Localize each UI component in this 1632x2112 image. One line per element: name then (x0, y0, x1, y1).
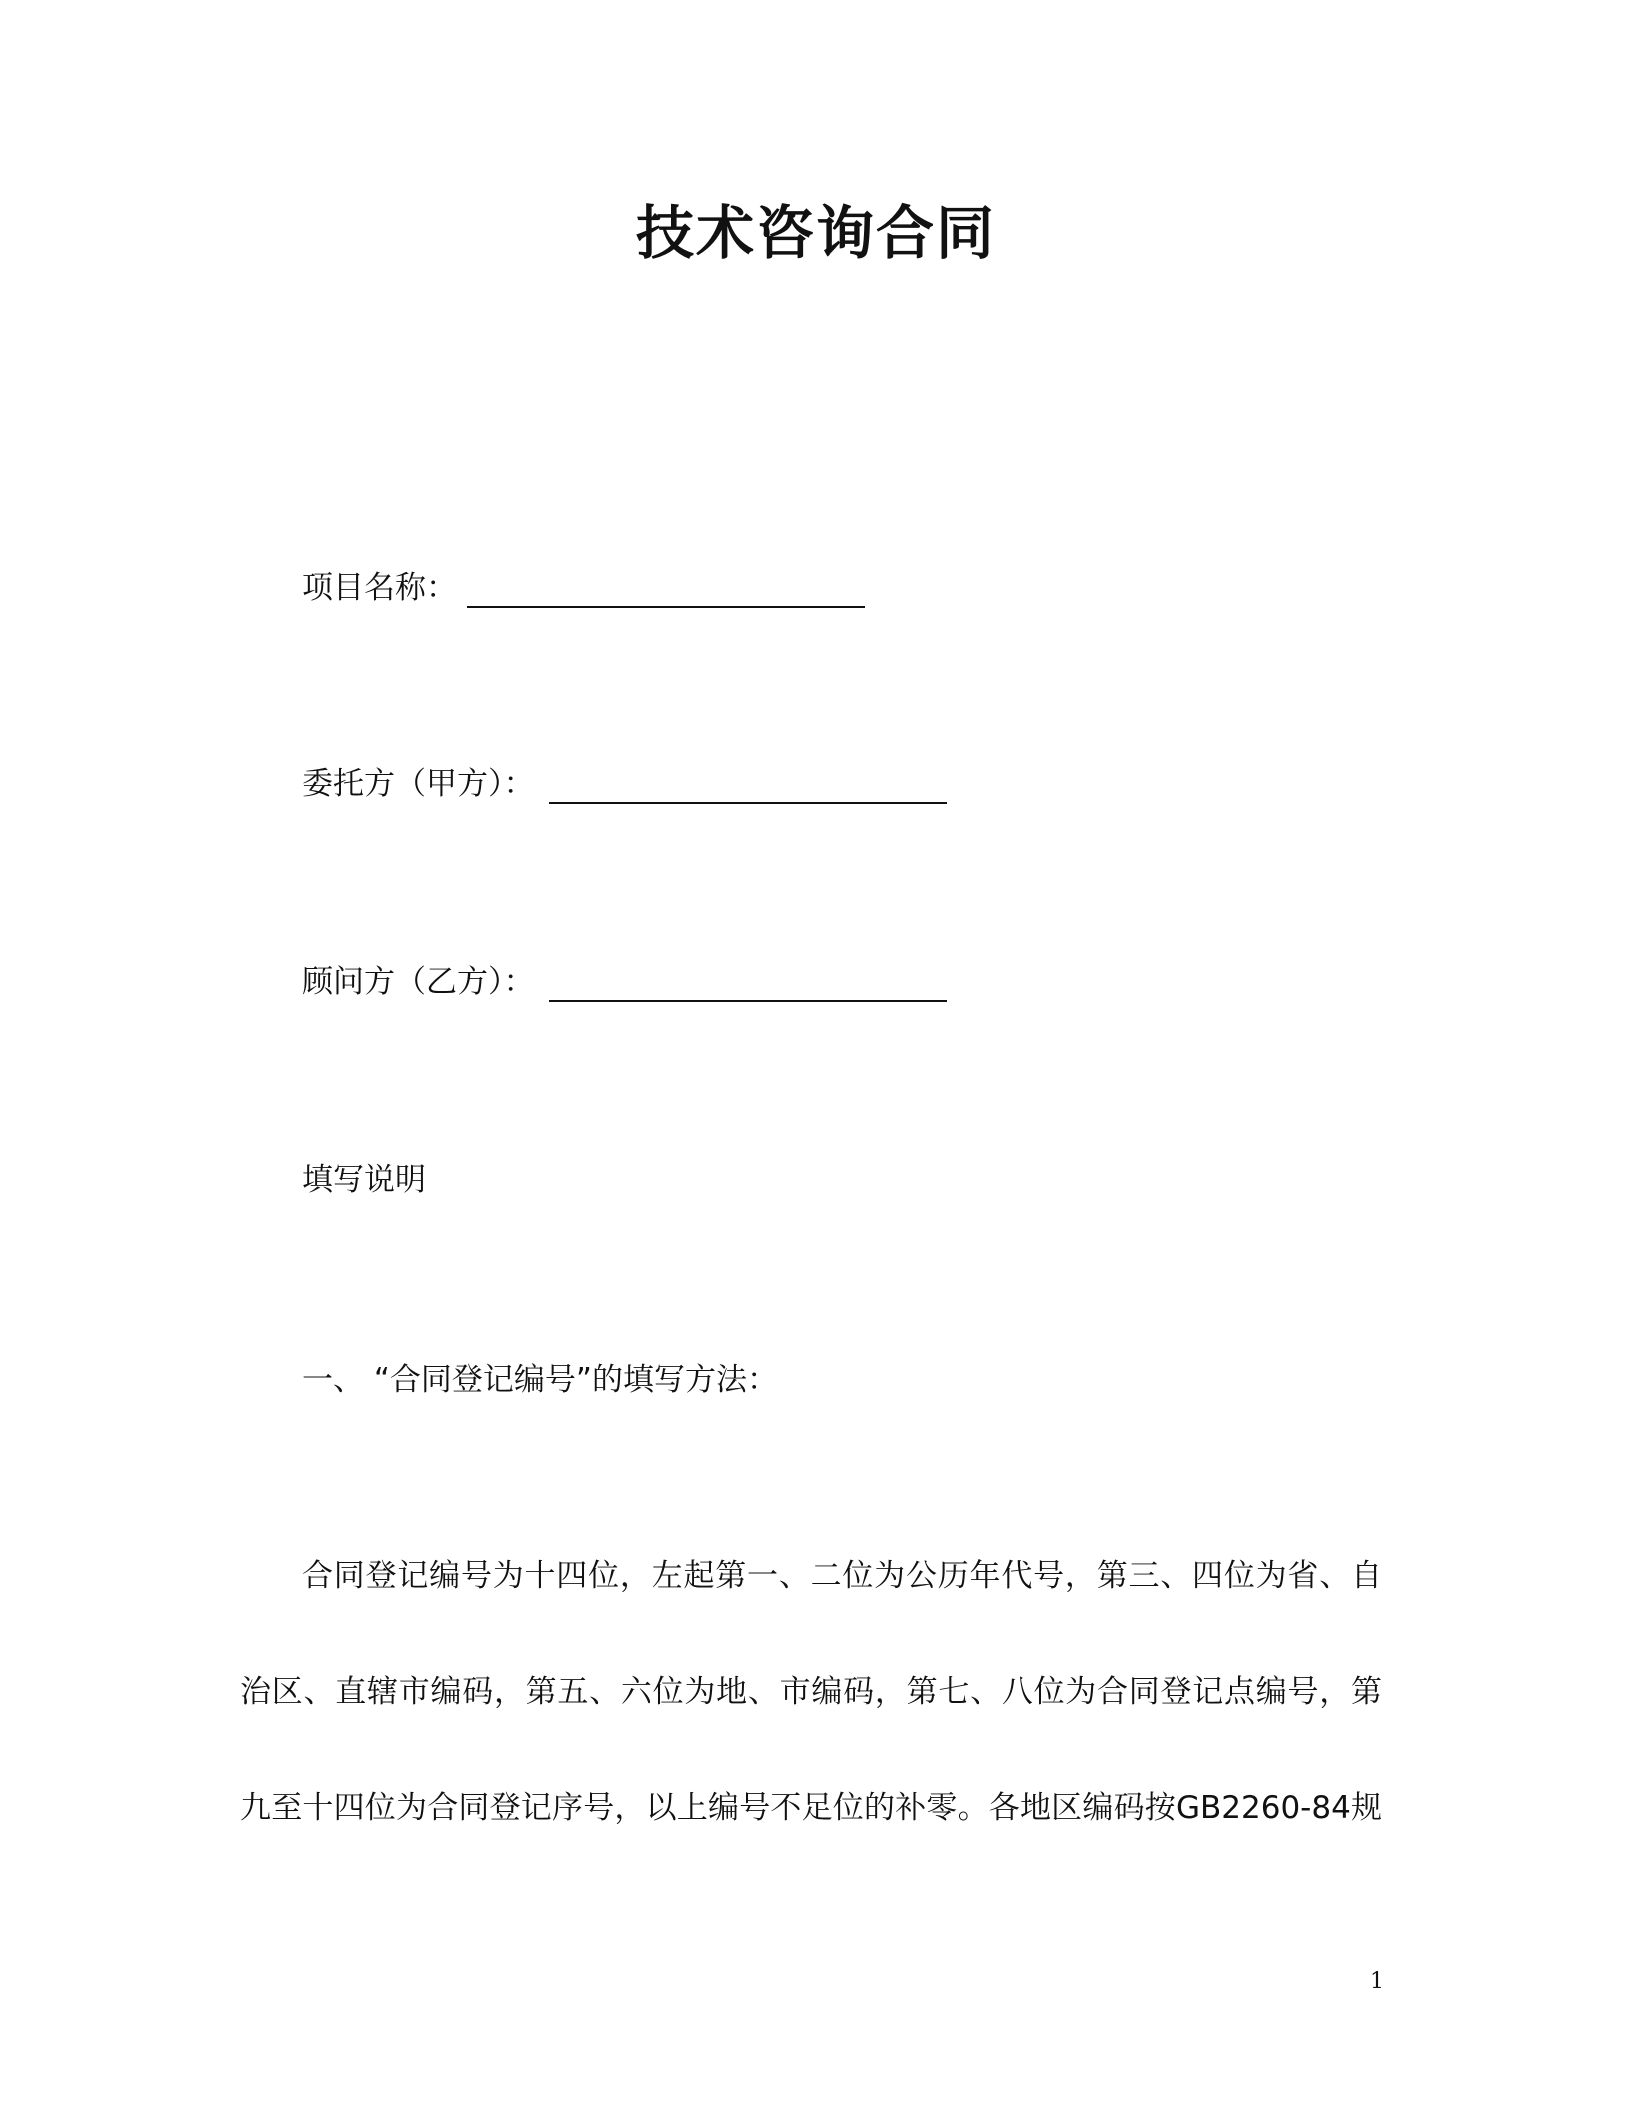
project-name-label: 项目名称： (302, 570, 457, 606)
client-party-field (302, 764, 947, 804)
document-title: 技术咨询合同 (635, 199, 996, 267)
registration-number-heading: 一、 “合同登记编号”的填写方法： (302, 1362, 778, 1398)
paragraph-line: 九至十四位为合同登记序号，以上编号不足位的补零。各地区编码按GB2260-84规 (240, 1790, 1382, 1826)
paragraph-line: 合同登记编号为十四位，左起第一、二位为公历年代号，第三、四位为省、自 (302, 1558, 1382, 1594)
consultant-party-field (302, 962, 947, 1002)
client-party-blank-line[interactable] (549, 772, 947, 804)
instructions-heading: 填写说明 (302, 1162, 426, 1198)
consultant-party-label: 顾问方（乙方）： (302, 964, 535, 1000)
client-party-label: 委托方（甲方）： (302, 766, 535, 802)
project-name-blank-line[interactable] (467, 576, 865, 608)
consultant-party-blank-line[interactable] (549, 970, 947, 1002)
paragraph-line: 治区、直辖市编码，第五、六位为地、市编码，第七、八位为合同登记点编号，第 (240, 1674, 1382, 1710)
page-number: 1 (1370, 1969, 1384, 1994)
project-name-field (302, 568, 865, 608)
